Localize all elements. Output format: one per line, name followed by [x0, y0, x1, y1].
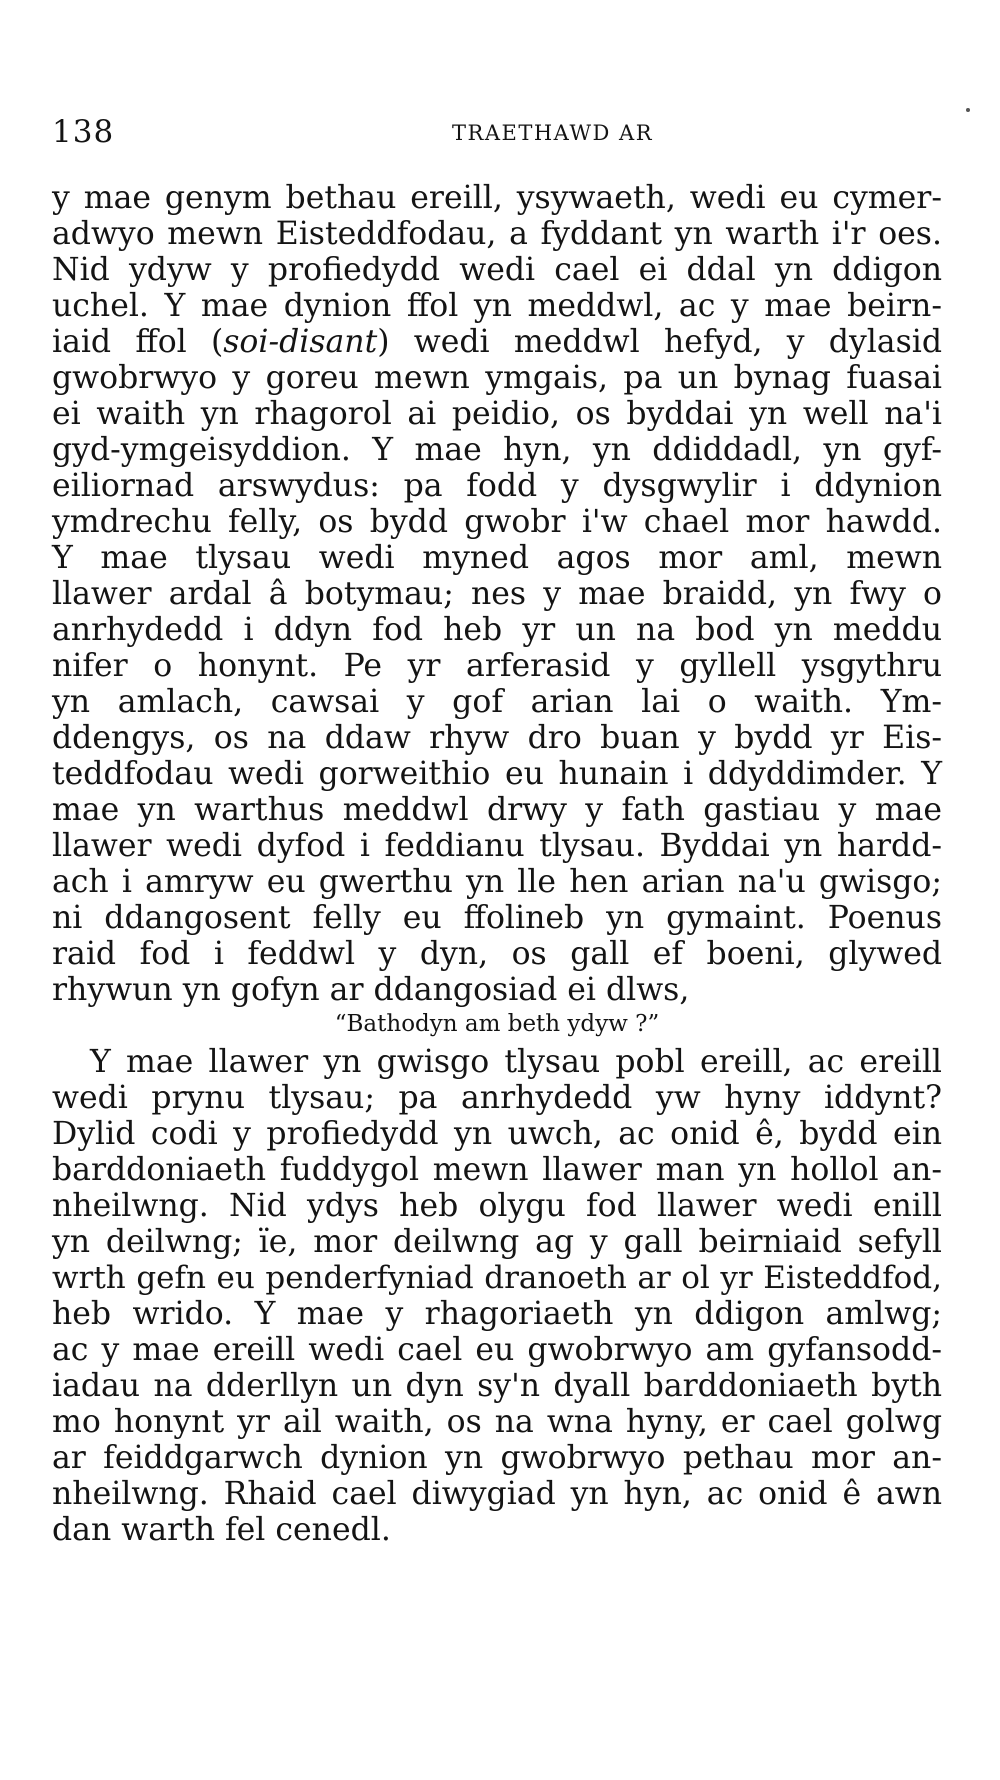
text-line: ei waith yn rhagorol ai peidio, os byddai yn well na'i — [52, 396, 942, 432]
text-line: llawer wedi dyfod i feddianu tlysau. Byddai yn hardd- — [52, 828, 942, 864]
text-line: ac y mae ereill wedi cael eu gwobrwyo am gyfansodd- — [52, 1332, 942, 1368]
running-head: TRAETHAWD AR — [452, 121, 654, 145]
text-line: barddoniaeth fuddygol mewn llawer man yn hollol an- — [52, 1152, 942, 1188]
text-line: anrhydedd i ddyn fod heb yr un na bod yn meddu — [52, 612, 942, 648]
quotation-line: “Bathodyn am beth ydyw ?” — [334, 1011, 660, 1037]
text-line: wedi prynu tlysau; pa anrhydedd yw hyny iddynt? — [52, 1080, 942, 1116]
text-line: ddengys, os na ddaw rhyw dro buan y bydd yr Eis- — [52, 720, 942, 756]
text-fragment: ) wedi meddwl hefyd, y dylasid — [377, 324, 942, 360]
text-line: rhywun yn gofyn ar ddangosiad ei dlws, — [52, 972, 690, 1008]
text-line: nheilwng. Rhaid cael diwygiad yn hyn, ac onid ê awn — [52, 1476, 942, 1512]
text-line: nifer o honynt. Pe yr arferasid y gyllell ysgythru — [52, 648, 942, 684]
text-line: uchel. Y mae dynion ffol yn meddwl, ac y mae beirn- — [52, 288, 942, 324]
text-line: teddfodau wedi gorweithio eu hunain i ddyddimder. Y — [52, 756, 942, 792]
print-speck — [966, 108, 970, 112]
text-line: yn amlach, cawsai y gof arian lai o waith. Ym- — [52, 684, 942, 720]
text-line: wrth gefn eu penderfyniad dranoeth ar ol yr Eisteddfod, — [52, 1260, 942, 1296]
text-line — [52, 322, 942, 362]
italic-phrase: soi-disant — [223, 324, 378, 360]
text-line: ar feiddgarwch dynion yn gwobrwyo pethau mor an- — [52, 1440, 942, 1476]
text-line: Y mae llawer yn gwisgo tlysau pobl ereill, ac ereill — [90, 1044, 942, 1080]
text-fragment: iaid ffol ( — [52, 324, 224, 360]
text-line: ni ddangosent felly eu ffolineb yn gymaint. Poenus — [52, 900, 942, 936]
text-line: eiliornad arswydus: pa fodd y dysgwylir i ddynion — [52, 468, 942, 504]
text-line: gyd-ymgeisyddion. Y mae hyn, yn ddiddadl, yn gyf- — [52, 432, 942, 468]
text-line: ymdrechu felly, os bydd gwobr i'w chael mor hawdd. — [52, 504, 942, 540]
text-line: heb wrido. Y mae y rhagoriaeth yn ddigon amlwg; — [52, 1296, 942, 1332]
page-header — [52, 112, 942, 152]
text-line: Y mae tlysau wedi myned agos mor aml, mewn — [52, 540, 942, 576]
text-line: adwyo mewn Eisteddfodau, a fyddant yn warth i'r oes. — [52, 216, 942, 252]
text-line: ach i amryw eu gwerthu yn lle hen arian na'u gwisgo; — [52, 864, 942, 900]
text-line: mae yn warthus meddwl drwy y fath gastiau y mae — [52, 792, 942, 828]
text-line: iadau na dderllyn un dyn sy'n dyall barddoniaeth byth — [52, 1368, 942, 1404]
text-line: dan warth fel cenedl. — [52, 1512, 391, 1548]
text-line: Nid ydyw y profiedydd wedi cael ei ddal yn ddigon — [52, 252, 942, 288]
text-line: raid fod i feddwl y dyn, os gall ef boeni, glywed — [52, 936, 942, 972]
page-number: 138 — [52, 114, 115, 150]
text-line: y mae genym bethau ereill, ysywaeth, wedi eu cymer- — [52, 180, 942, 216]
text-line: mo honynt yr ail waith, os na wna hyny, er cael golwg — [52, 1404, 942, 1440]
text-line: gwobrwyo y goreu mewn ymgais, pa un bynag fuasai — [52, 360, 942, 396]
text-line: Dylid codi y profiedydd yn uwch, ac onid ê, bydd ein — [52, 1116, 942, 1152]
text-line: llawer ardal â botymau; nes y mae braidd, yn fwy o — [52, 576, 942, 612]
text-line: nheilwng. Nid ydys heb olygu fod llawer wedi enill — [52, 1188, 942, 1224]
text-line: yn deilwng; ïe, mor deilwng ag y gall beirniaid sefyll — [52, 1224, 942, 1260]
